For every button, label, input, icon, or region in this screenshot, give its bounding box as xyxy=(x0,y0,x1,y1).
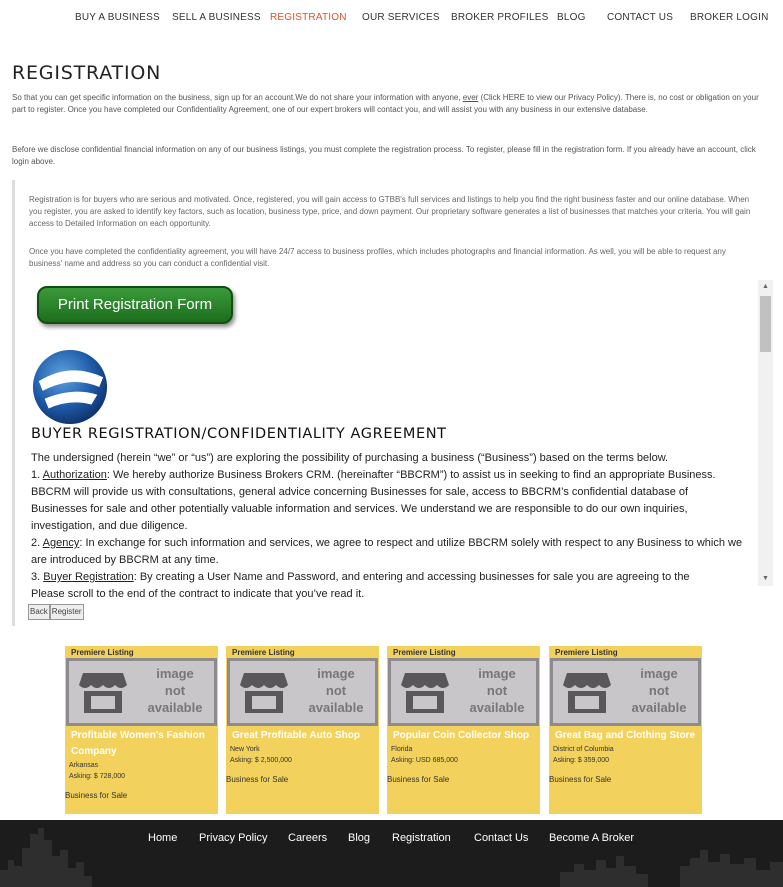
agreement-title: BUYER REGISTRATION/CONFIDENTIALITY AGREEMENT xyxy=(31,426,447,442)
footer-link-registration[interactable]: Registration xyxy=(392,832,451,844)
nav-registration[interactable]: REGISTRATION xyxy=(270,12,347,23)
city-skyline-graphic xyxy=(0,820,783,887)
scroll-down-arrow-icon[interactable]: ▼ xyxy=(762,575,769,582)
listing-title[interactable]: Great Profitable Auto Shop xyxy=(232,730,360,741)
nav-buy-a-business[interactable]: BUY A BUSINESS xyxy=(75,12,160,23)
image-not-available-text: image not available xyxy=(469,666,525,715)
agreement-frame[interactable] xyxy=(29,280,773,686)
disclosure-paragraph: Before we disclose confidential financial information on any of our business listings, you must complete the registration process. To register, please fill in the registration form. If you already have an account, click login above. xyxy=(12,145,756,167)
print-registration-form-button[interactable]: Print Registration Form xyxy=(37,286,233,324)
listing-location: Florida xyxy=(391,746,413,753)
storefront-icon xyxy=(561,671,613,717)
agreement-item-2: 2. Agency: In exchange for such information and services, we agree to respect and utilize BBCRM solely with respect to any Business to which we are introduced by BBCRM at any time. xyxy=(31,537,743,566)
listing-type: Business for Sale xyxy=(65,791,128,800)
nav-blog[interactable]: BLOG xyxy=(557,12,586,23)
listing-type: Business for Sale xyxy=(226,775,289,784)
listing-card[interactable] xyxy=(226,646,379,814)
listing-location: New York xyxy=(230,746,260,753)
site-footer xyxy=(0,820,783,887)
top-navigation xyxy=(0,0,783,36)
image-not-available-text: image not available xyxy=(308,666,364,715)
listing-card[interactable] xyxy=(549,646,702,814)
image-not-available-placeholder xyxy=(66,658,217,726)
agreement-item-3: 3. Buyer Registration: By creating a User Name and Password, and entering and accessing businesses for sale you are agreeing to the xyxy=(31,571,690,583)
footer-link-become-a-broker[interactable]: Become A Broker xyxy=(549,832,634,844)
intro-text-b: (Click HERE to view our Privacy Policy). There is, no cost or obligation on your part to register. Once you have completed our Confidentiality Agreement, one of our expert brokers will contact you, and will assist you with any business in our extensive database. xyxy=(12,93,759,115)
listing-asking-price: Asking: USD 685,000 xyxy=(391,757,458,764)
registration-panel xyxy=(12,180,769,626)
intro-paragraph xyxy=(12,92,774,117)
agreement-intro: The undersigned (herein “we” or “us”) are exploring the possibility of purchasing a business (“Business”) based on the terms below. xyxy=(31,452,669,464)
listing-location: District of Columbia xyxy=(553,746,614,753)
footer-link-careers[interactable]: Careers xyxy=(288,832,328,844)
listing-asking-price: Asking: $ 359,000 xyxy=(553,757,610,764)
listing-card[interactable] xyxy=(65,646,218,814)
agreement-body xyxy=(31,450,747,603)
premiere-listing-tag: Premiere Listing xyxy=(232,648,295,657)
storefront-icon xyxy=(238,671,290,717)
image-not-available-text: image not available xyxy=(631,666,687,715)
register-button[interactable]: Register xyxy=(50,604,84,620)
page-title: REGISTRATION xyxy=(12,62,162,84)
scrollbar-thumb[interactable] xyxy=(760,296,771,352)
nav-sell-a-business[interactable]: SELL A BUSINESS xyxy=(172,12,261,23)
premiere-listing-tag: Premiere Listing xyxy=(393,648,456,657)
footer-link-privacy-policy[interactable]: Privacy Policy xyxy=(199,832,268,844)
nav-broker-profiles[interactable]: BROKER PROFILES xyxy=(451,12,549,23)
intro-text-a: So that you can get specific information on the business, sign up for an account.We do not share your information with anyone, xyxy=(12,93,463,102)
nav-contact-us[interactable]: CONTACT US xyxy=(607,12,674,23)
agreement-scrollbar[interactable] xyxy=(758,280,773,586)
agreement-item-1: 1. Authorization: We hereby authorize Business Brokers CRM. (hereinafter “BBCRM”) to assist us in seeking to find an appropriate Business. BBCRM will provide us with consultations, general advice concerning Businesses for sale, access to BBCRM’s confidential database of Businesses for sale and other potentially valuable information and services. We understand we are responsible to do our own inquiries, investigation, and due diligence. xyxy=(31,469,716,532)
back-button[interactable]: Back xyxy=(28,604,50,620)
listing-type: Business for Sale xyxy=(549,775,612,784)
image-not-available-text: image not available xyxy=(147,666,203,715)
footer-link-home[interactable]: Home xyxy=(148,832,178,844)
listing-asking-price: Asking: $ 2,500,000 xyxy=(230,757,292,764)
storefront-icon xyxy=(77,671,129,717)
listing-title[interactable]: Popular Coin Collector Shop xyxy=(393,730,530,741)
company-logo xyxy=(31,348,109,426)
image-not-available-placeholder xyxy=(388,658,539,726)
agreement-info-text: Once you have completed the confidentiality agreement, you will have 24/7 access to business profiles, which includes photographs and financial information. As well, you will be able to request any business' name and address so you can conduct a confidential visit. xyxy=(29,247,726,269)
scroll-note: Please scroll to the end of the contract to indicate that you’ve read it. xyxy=(31,588,365,600)
image-not-available-placeholder xyxy=(550,658,701,726)
nav-broker-login[interactable]: BROKER LOGIN xyxy=(690,12,769,23)
nav-our-services[interactable]: OUR SERVICES xyxy=(362,12,440,23)
listing-location: Arkansas xyxy=(69,762,99,769)
listing-title[interactable]: Profitable Women's Fashion Company xyxy=(71,730,205,757)
listing-card[interactable] xyxy=(387,646,540,814)
footer-link-blog[interactable]: Blog xyxy=(348,832,371,844)
footer-link-contact-us[interactable]: Contact Us xyxy=(474,832,529,844)
authorization-heading: Authorization xyxy=(42,469,107,481)
scroll-up-arrow-icon[interactable]: ▲ xyxy=(762,283,769,290)
storefront-icon xyxy=(399,671,451,717)
registration-info-text: Registration is for buyers who are serious and motivated. Once, registered, you will gain access to GTBB's full services and listings to help you find the right business faster and our online database. When you register, you are asked to identify key factors, such as location, business type, price, and down payment. Our proprietary software generates a list of businesses that matches your criteria. You will gain access to Detailed Information on each opportunity. xyxy=(29,195,751,229)
listing-title[interactable]: Great Bag and Clothing Store xyxy=(555,730,696,741)
intro-ever-link[interactable]: ever xyxy=(462,93,479,102)
buyer-registration-heading: Buyer Registration xyxy=(43,571,134,583)
premiere-listing-tag: Premiere Listing xyxy=(71,648,134,657)
premiere-listing-tag: Premiere Listing xyxy=(555,648,618,657)
agency-heading: Agency xyxy=(42,537,80,549)
listing-asking-price: Asking: $ 728,000 xyxy=(69,773,126,780)
image-not-available-placeholder xyxy=(227,658,378,726)
form-buttons xyxy=(28,604,84,620)
listing-type: Business for Sale xyxy=(387,775,450,784)
